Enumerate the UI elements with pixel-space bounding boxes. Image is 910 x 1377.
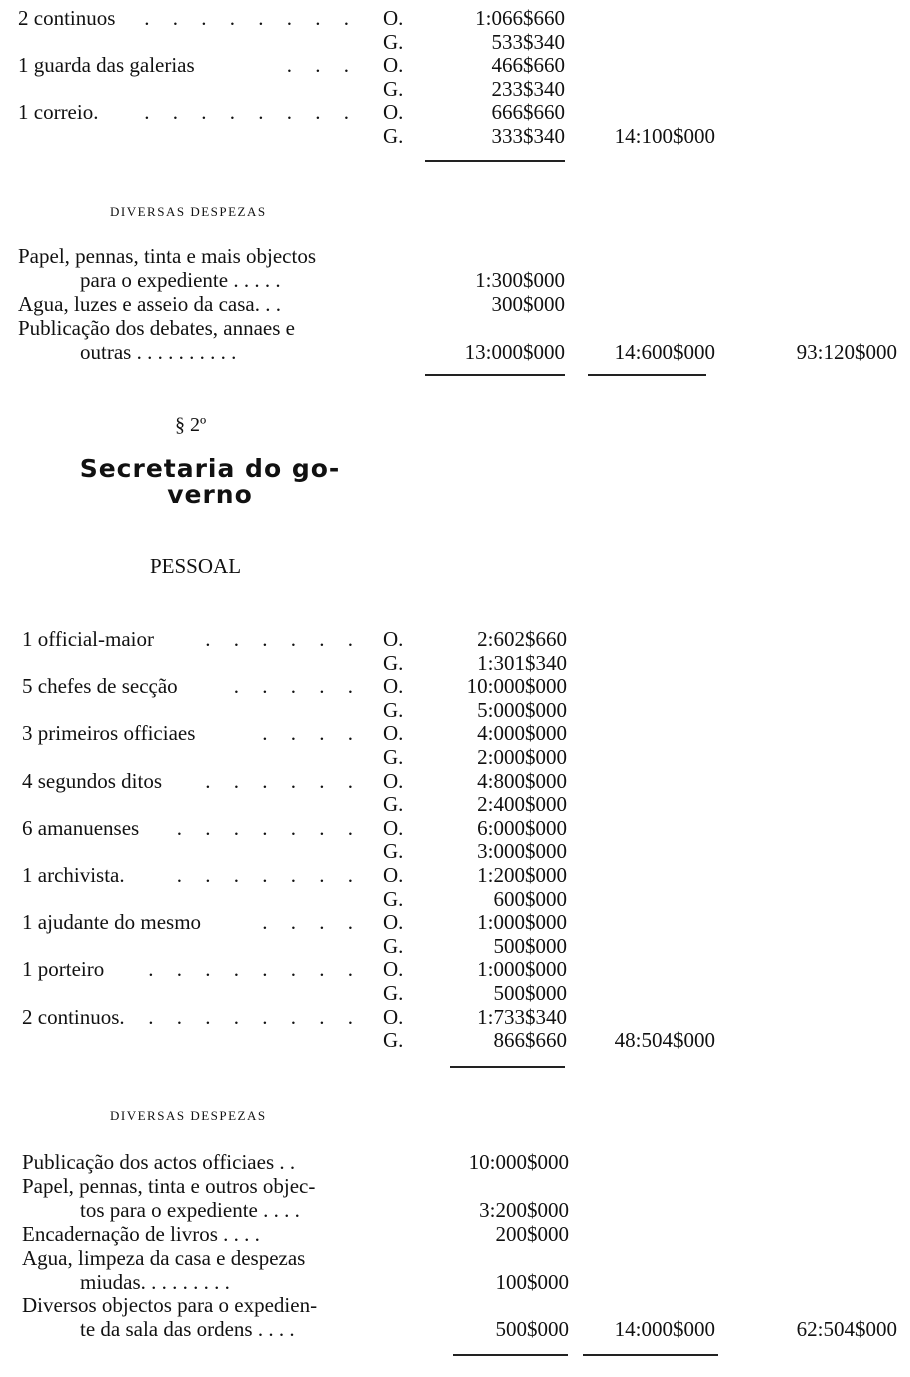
- leader-dots: . . . . . . . .: [148, 1004, 362, 1029]
- item-text: 4 segundos ditos: [22, 768, 163, 793]
- leader-dots: . . . . . .: [205, 627, 362, 651]
- amount: 500$000: [493, 933, 567, 958]
- subtotal: 48:504$000: [614, 1028, 715, 1053]
- leader-dots: . . . .: [262, 721, 362, 746]
- salary-type: O.: [383, 721, 404, 746]
- item-text: 1 ajudante do mesmo: [22, 910, 202, 935]
- salary-type: O.: [383, 957, 404, 982]
- section-heading-diversas-despezas-2: DIVERSAS DESPEZAS: [110, 1108, 267, 1123]
- amount: 533$340: [491, 29, 565, 54]
- amount: 866$660: [493, 1028, 567, 1053]
- subtotal: 14:600$000: [614, 340, 715, 364]
- item-text: 3 primeiros officiaes: [22, 721, 196, 746]
- salary-type: G.: [383, 123, 404, 148]
- salary-type: G.: [383, 745, 404, 769]
- item-label: [22, 957, 422, 981]
- item-label: [22, 721, 422, 745]
- item-label: [18, 100, 418, 124]
- item-label: [22, 769, 422, 793]
- amount: 1:301$340: [477, 650, 567, 675]
- item-label: [22, 910, 422, 934]
- salary-type: O.: [383, 768, 404, 793]
- salary-type: O.: [383, 6, 404, 30]
- item-label: [18, 6, 418, 30]
- amount: 1:733$340: [477, 1004, 567, 1029]
- sum-rule: [588, 374, 706, 376]
- salary-type: G.: [383, 697, 404, 722]
- section-heading-diversas-despezas: DIVERSAS DESPEZAS: [110, 204, 267, 219]
- item-text: 2 continuos.: [22, 1004, 125, 1029]
- salary-type: O.: [383, 627, 404, 651]
- amount: 10:000$000: [466, 674, 567, 699]
- amount: 5:000$000: [477, 697, 567, 722]
- item-label: Papel, pennas, tinta e outros objec-: [22, 1173, 316, 1198]
- section-total: 93:120$000: [796, 340, 897, 364]
- amount: 10:000$000: [468, 1150, 569, 1174]
- item-label: [18, 53, 418, 77]
- salary-type: G.: [383, 839, 404, 864]
- item-text: 1 porteiro: [22, 957, 105, 982]
- amount: 200$000: [495, 1221, 569, 1246]
- leader-dots: . . . . . . . .: [148, 957, 362, 982]
- item-label: para o expediente . . . . .: [80, 268, 281, 292]
- leader-dots: . . . . . .: [205, 768, 362, 793]
- amount: 13:000$000: [464, 340, 565, 364]
- amount: 333$340: [491, 123, 565, 148]
- item-label: [22, 674, 422, 698]
- amount: 2:000$000: [477, 745, 567, 769]
- item-label: [22, 816, 422, 840]
- salary-type: G.: [383, 650, 404, 675]
- item-label: Diversos objectos para o expedien-: [22, 1293, 318, 1318]
- item-text: 1 official-maior: [22, 627, 154, 651]
- item-label: Encadernação de livros . . . .: [22, 1221, 260, 1246]
- amount: 1:300$000: [475, 268, 565, 292]
- item-label: Publicação dos debates, annaes e: [18, 316, 295, 340]
- salary-type: O.: [383, 674, 404, 699]
- leader-dots: . . . . .: [233, 674, 362, 699]
- salary-type: O.: [383, 910, 404, 935]
- salary-type: G.: [383, 933, 404, 958]
- salary-type: O.: [383, 53, 404, 77]
- item-label: te da sala das ordens . . . .: [80, 1317, 295, 1342]
- leader-dots: . . . . . . .: [176, 863, 362, 887]
- amount: 1:200$000: [477, 863, 567, 887]
- salary-type: O.: [383, 863, 404, 887]
- item-label: Papel, pennas, tinta e mais objectos: [18, 244, 317, 268]
- amount: 100$000: [495, 1269, 569, 1294]
- item-text: 1 archivista.: [22, 863, 125, 887]
- amount: 233$340: [491, 76, 565, 101]
- salary-type: G.: [383, 29, 404, 54]
- item-label: Agua, luzes e asseio da casa. . .: [18, 292, 281, 316]
- item-text: 1 guarda das galerias: [18, 53, 195, 77]
- salary-type: G.: [383, 792, 404, 817]
- salary-type: G.: [383, 1028, 404, 1053]
- sum-rule: [425, 374, 565, 376]
- section-title-line-1: Secretaria do go-: [79, 454, 341, 483]
- salary-type: G.: [383, 886, 404, 911]
- section-title-line-2: verno: [167, 480, 253, 509]
- salary-type: O.: [383, 100, 404, 124]
- amount: 3:000$000: [477, 839, 567, 864]
- sum-rule: [450, 1066, 565, 1068]
- item-text: 6 amanuenses: [22, 815, 140, 840]
- salary-type: G.: [383, 76, 404, 101]
- item-label: [22, 1005, 422, 1029]
- sum-rule: [453, 1354, 568, 1356]
- sum-rule: [583, 1354, 718, 1356]
- salary-type: O.: [383, 1004, 404, 1029]
- amount: 2:602$660: [477, 627, 567, 651]
- subtotal: 14:000$000: [614, 1317, 715, 1342]
- amount: 4:000$000: [477, 721, 567, 746]
- leader-dots: . . . . . . .: [176, 815, 362, 840]
- amount: 1:000$000: [477, 910, 567, 935]
- item-label: miudas. . . . . . . . .: [80, 1269, 230, 1294]
- amount: 4:800$000: [477, 768, 567, 793]
- item-text: 1 correio.: [18, 100, 99, 124]
- amount: 500$000: [493, 981, 567, 1005]
- leader-dots: . . . . . . . .: [144, 100, 358, 124]
- amount: 500$000: [495, 1317, 569, 1342]
- item-label: [22, 863, 422, 887]
- amount: 600$000: [493, 886, 567, 911]
- item-label: Agua, limpeza da casa e despezas: [22, 1245, 306, 1270]
- amount: 6:000$000: [477, 815, 567, 840]
- leader-dots: . . . .: [262, 910, 362, 935]
- leader-dots: . . .: [286, 53, 358, 77]
- subtotal: 14:100$000: [614, 123, 715, 148]
- sum-rule: [425, 160, 565, 162]
- item-text: 2 continuos: [18, 6, 116, 30]
- amount: 1:066$660: [475, 6, 565, 30]
- item-label: Publicação dos actos officiaes . .: [22, 1150, 296, 1174]
- item-label: [22, 627, 422, 651]
- section-title: [40, 456, 380, 508]
- item-label: tos para o expediente . . . .: [80, 1197, 300, 1222]
- salary-type: O.: [383, 815, 404, 840]
- section-heading-pessoal: PESSOAL: [150, 554, 242, 578]
- paragraph-number: § 2º: [175, 414, 207, 436]
- amount: 666$660: [491, 100, 565, 124]
- salary-type: G.: [383, 981, 404, 1005]
- amount: 1:000$000: [477, 957, 567, 982]
- amount: 466$660: [491, 53, 565, 77]
- amount: 2:400$000: [477, 792, 567, 817]
- amount: 3:200$000: [479, 1197, 569, 1222]
- item-text: 5 chefes de secção: [22, 674, 178, 699]
- item-label: outras . . . . . . . . . .: [80, 340, 237, 364]
- leader-dots: . . . . . . . .: [144, 6, 358, 30]
- section-total: 62:504$000: [796, 1317, 897, 1342]
- amount: 300$000: [491, 292, 565, 316]
